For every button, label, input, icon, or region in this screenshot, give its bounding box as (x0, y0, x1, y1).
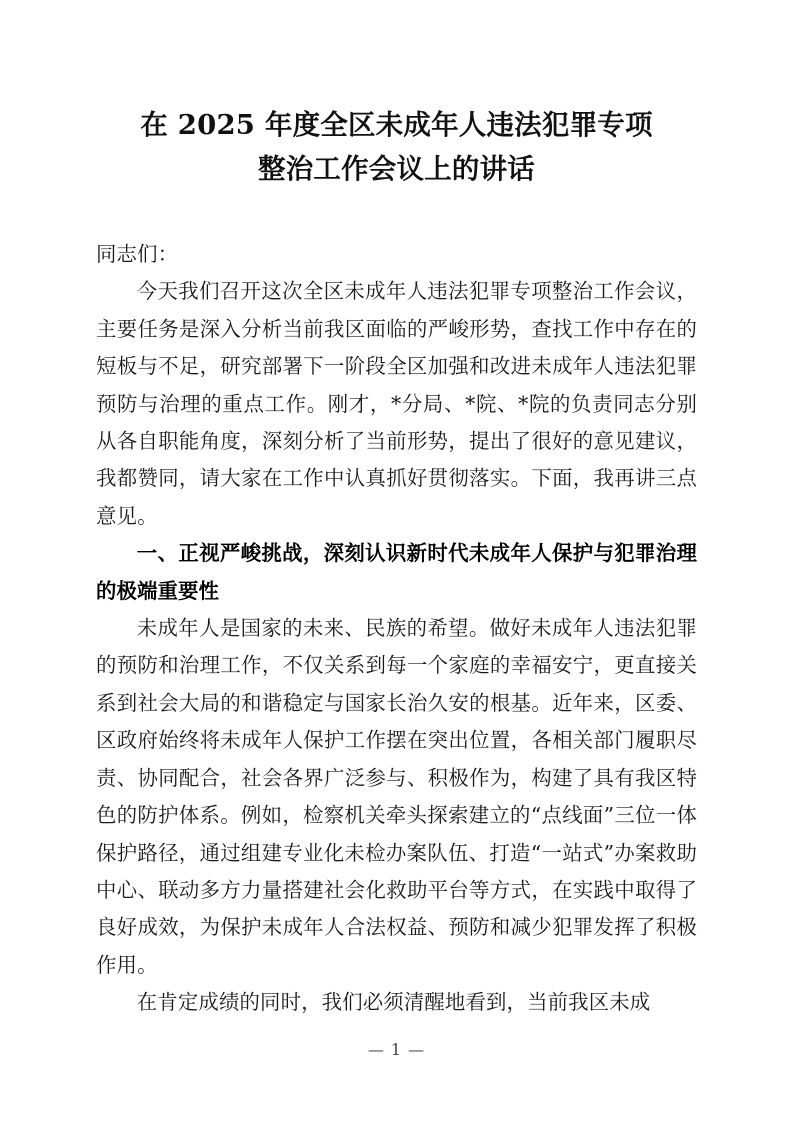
intro-paragraph-block (96, 273, 697, 535)
document-title-line-2: 整治工作会议上的讲话 (258, 153, 535, 185)
document-title-line-1: 在 2025 年度全区未成年人违法犯罪专项 (140, 109, 653, 141)
document-title (96, 0, 697, 191)
document-content (96, 0, 697, 1022)
salutation: 同志们： (96, 242, 179, 266)
page-number-footer: — 1 — (367, 1040, 426, 1059)
paragraph-section-2: 在肯定成绩的同时，我们必须清醒地看到，当前我区未成 (136, 990, 651, 1015)
paragraph-section-1: 未成年人是国家的未来、民族的希望。做好未成年人违法犯罪的预防和治理工作，不仅关系到每一个家庭的幸福安宁，更直接关系到社会大局的和谐稳定与国家长治久安的根基。近年来，区委、区政府始终将未成年人保护工作摆在突出位置，各相关部门履职尽责、协同配合，社会各界广泛参与、积极作为，构建了具有我区特色的防护体系。例如，检察机关牵头探索建立的“点线面”三位一体保护路径，通过组建专业化未检办案队伍、打造“一站式”办案救助中心、联动多方力量搭建社会化救助平台等方式，在实践中取得了良好成效，为保护未成年人合法权益、预防和减少犯罪发挥了积极作用。 (96, 616, 697, 977)
section-heading-one: 一、正视严峻挑战，深刻认识新时代未成年人保护与犯罪治理的极端重要性 (96, 541, 697, 603)
salutation-block (96, 236, 697, 273)
section-body-block (96, 610, 697, 1021)
paragraph-intro: 今天我们召开这次全区未成年人违法犯罪专项整治工作会议，主要任务是深入分析当前我区面临的严峻形势，查找工作中存在的短板与不足，研究部署下一阶段全区加强和改进未成年人违法犯罪预防与治理的重点工作。刚才，*分局、*院、*院的负责同志分别从各自职能角度，深刻分析了当前形势，提出了很好的意见建议，我都赞同，请大家在工作中认真抓好贯彻落实。下面，我再讲三点意见。 (96, 279, 697, 528)
